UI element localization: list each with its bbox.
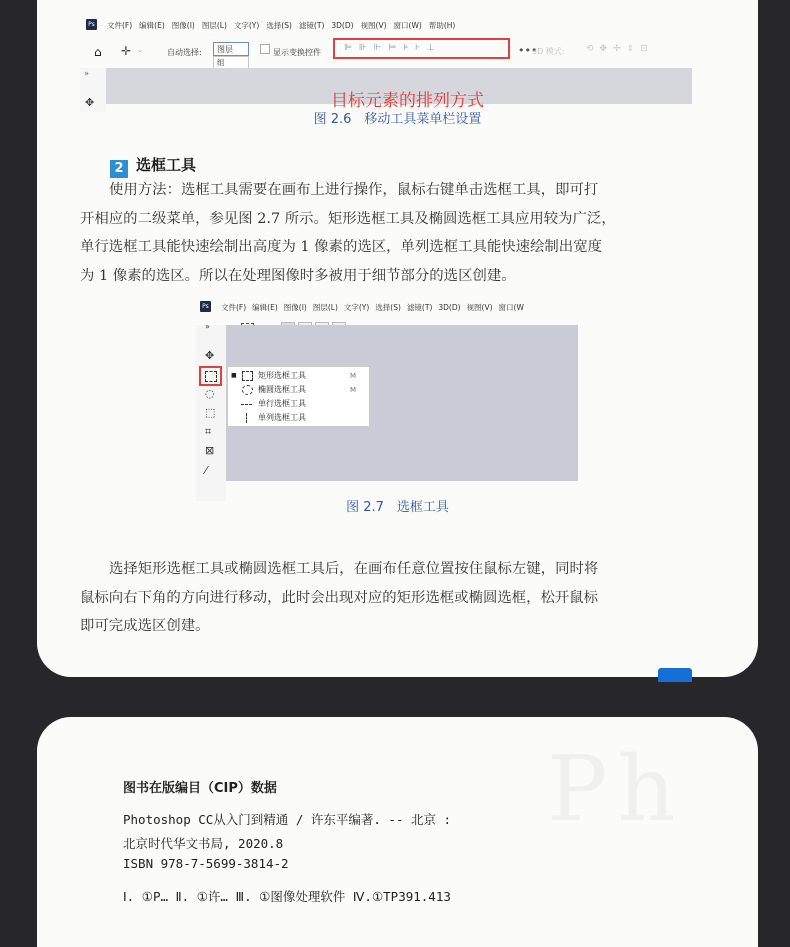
menu-item[interactable]: 选择(S) (375, 303, 401, 312)
object-select-icon[interactable]: ⬚ (205, 406, 216, 419)
rectangle-marquee-icon (205, 371, 217, 382)
page-edge-tab (658, 668, 692, 682)
menu-item[interactable]: 编辑(E) (252, 303, 278, 312)
rect-marquee-icon (242, 371, 253, 381)
section-title: 选框工具 (136, 156, 197, 174)
align-distribute-icon[interactable]: ⊫⊪⊩⊨⊧⊦⊥ (344, 43, 442, 53)
menu-item[interactable]: 文字(Y) (343, 303, 370, 312)
flyout-label: 单列选框工具 (258, 413, 306, 422)
expand-chevron-icon[interactable]: » (84, 69, 89, 78)
flyout-item[interactable] (228, 383, 369, 397)
auto-select-label: 自动选择: (167, 48, 202, 57)
3d-tools-icon[interactable]: ⟲✥✢⇳⊡ (586, 44, 654, 54)
figure-2-6 (80, 14, 692, 111)
flyout-item[interactable] (228, 411, 369, 425)
flyout-label: 单行选框工具 (258, 399, 306, 408)
ps-menubar (80, 14, 692, 36)
text-line: 开相应的二级菜单，参见图 2.7 所示。矩形选框工具及椭圆选框工具应用较为广泛， (80, 210, 616, 227)
frame-tool-icon[interactable]: ⊠ (205, 444, 215, 457)
single-column-marquee-icon (246, 413, 247, 423)
cip-line: Ⅰ. ①P… Ⅱ. ①许… Ⅲ. ①图像处理软件 Ⅳ.①TP391.413 (123, 889, 451, 904)
menu-item[interactable]: 图像(I) (283, 303, 307, 312)
mode-3d-label: 3D 模式: (532, 47, 565, 56)
move-tool-icon[interactable]: ✥ (205, 349, 215, 362)
more-options-icon[interactable]: ••• (518, 44, 538, 57)
menu-item[interactable]: 3D(D) (331, 21, 354, 30)
menu-item[interactable]: 视图(V) (360, 21, 387, 30)
menu-item[interactable]: 文件(F) (221, 303, 247, 312)
text-line: 即可完成选区创建。 (80, 618, 210, 635)
cip-title: 图书在版编目（CIP）数据 (123, 781, 277, 796)
menu-item[interactable]: 图层(L) (201, 21, 227, 30)
home-icon[interactable]: ⌂ (94, 45, 102, 59)
show-transform-checkbox[interactable] (260, 44, 270, 54)
lasso-tool-icon[interactable]: ◌ (205, 387, 215, 400)
section-number-badge: 2 (110, 160, 128, 178)
menu-items (221, 302, 530, 313)
body-paragraph (80, 176, 693, 290)
move-tool-icon[interactable]: ✛ (121, 44, 132, 58)
menu-item[interactable]: 窗口(W (498, 303, 524, 312)
move-tool-options-bar (80, 36, 692, 68)
figure-caption: 图 2.6 移动工具菜单栏设置 (313, 112, 482, 127)
flyout-label: 椭圆选框工具 (258, 385, 306, 394)
ps-menubar (196, 297, 578, 317)
menu-item[interactable]: 文件(F) (107, 21, 133, 30)
menu-items (107, 20, 462, 31)
menu-item[interactable]: 文字(Y) (233, 21, 260, 30)
menu-item[interactable]: 帮助(H) (428, 21, 456, 30)
marquee-flyout-menu (227, 366, 370, 427)
move-tool-icon[interactable]: ✥ (85, 96, 95, 109)
cip-line: 北京时代华文书局, 2020.8 (123, 836, 284, 851)
flyout-item[interactable] (228, 369, 369, 383)
crop-tool-icon[interactable]: ⌗ (205, 425, 212, 438)
menu-item[interactable]: 滤镜(T) (298, 21, 325, 30)
flyout-shortcut: M (350, 386, 357, 394)
menu-item[interactable]: 图像(I) (171, 21, 195, 30)
cip-line: ISBN 978-7-5699-3814-2 (123, 856, 289, 871)
menu-item[interactable]: 窗口(W) (393, 21, 422, 30)
menu-item[interactable]: 编辑(E) (139, 21, 165, 30)
active-bullet-icon: ■ (231, 372, 237, 379)
flyout-shortcut: M (350, 372, 357, 380)
chevron-down-icon[interactable]: ⌄ (137, 46, 143, 54)
annotation-text: 目标元素的排列方式 (331, 91, 484, 111)
text-line: 选择矩形选框工具或椭圆选框工具后，在画布任意位置按住鼠标左键，同时将 (109, 561, 599, 577)
menu-item[interactable]: 选择(S) (266, 21, 292, 30)
text-line: 使用方法：选框工具需要在画布上进行操作，鼠标右键单击选框工具，即可打 (109, 182, 599, 198)
marquee-tool-button[interactable] (199, 366, 222, 386)
auto-select-dropdown[interactable]: 图层 (213, 42, 249, 56)
dropdown-option-group[interactable]: 组 (217, 58, 225, 67)
single-row-marquee-icon (241, 404, 252, 405)
body-paragraph (80, 555, 693, 641)
cip-line: Photoshop CC从入门到精通 / 许东平编著. -- 北京 : (123, 812, 452, 827)
ellipse-marquee-icon (242, 385, 253, 395)
text-line: 单行选框工具能快速绘制出高度为 1 像素的选区，单列选框工具能快速绘制出宽度 (80, 239, 602, 256)
menu-item[interactable]: 视图(V) (466, 303, 493, 312)
expand-chevron-icon[interactable]: » (205, 322, 210, 331)
text-line: 为 1 像素的选区。所以在处理图像时多被用于细节部分的选区创建。 (80, 267, 516, 284)
flyout-item[interactable] (228, 397, 369, 411)
figure-caption: 图 2.7 选框工具 (346, 500, 449, 515)
book-page-bottom (37, 717, 758, 947)
menu-item[interactable]: 图层(L) (312, 303, 338, 312)
watermark-graphic: Ph (547, 737, 686, 842)
ps-logo-icon: Ps (86, 19, 97, 30)
show-transform-label: 显示变换控件 (273, 48, 321, 57)
eyedropper-tool-icon[interactable]: ⁄ (205, 464, 207, 477)
book-page-top (37, 0, 758, 677)
figure-2-7 (196, 297, 578, 501)
section-heading (110, 154, 196, 178)
text-line: 鼠标向右下角的方向进行移动，此时会出现对应的矩形选框或椭圆选框，松开鼠标 (80, 589, 599, 606)
menu-item[interactable]: 3D(D) (438, 303, 461, 312)
ps-logo-icon: Ps (200, 301, 211, 312)
flyout-label: 矩形选框工具 (258, 371, 306, 380)
menu-item[interactable]: 滤镜(T) (406, 303, 433, 312)
